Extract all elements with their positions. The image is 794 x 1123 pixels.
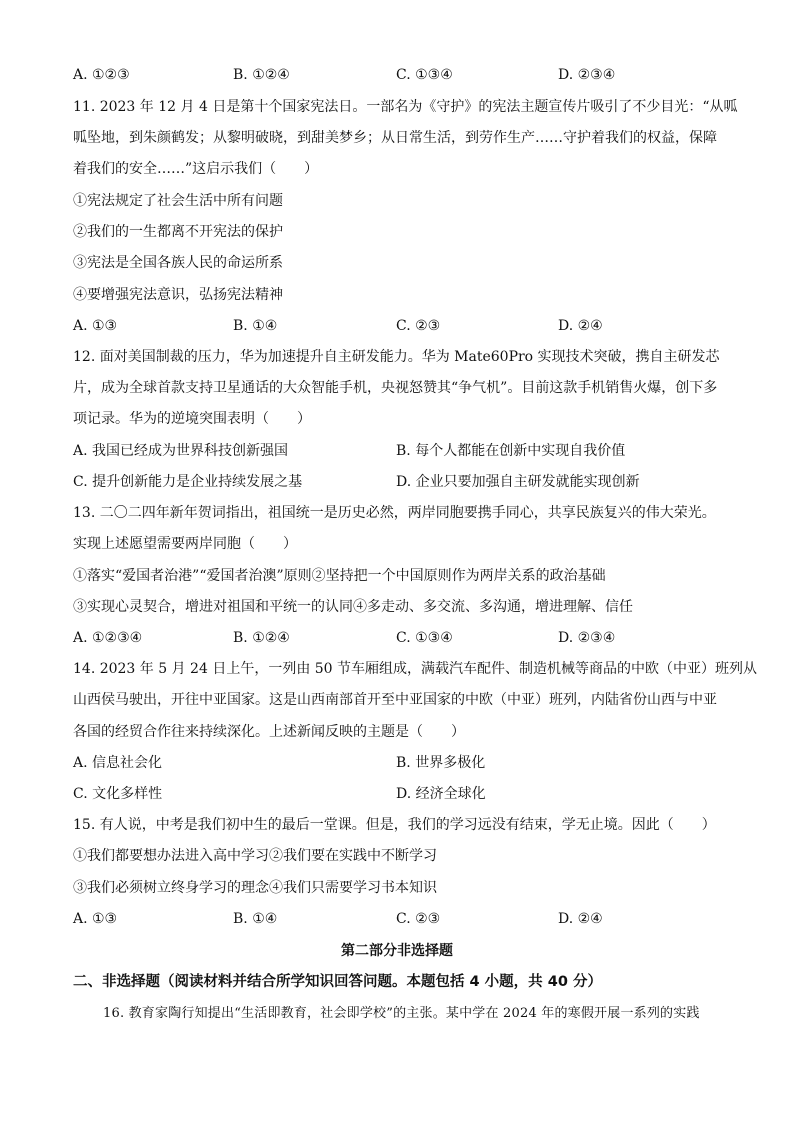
- q12-option-a[interactable]: A. 我国已经成为世界科技创新强国: [73, 443, 289, 459]
- q12-option-b[interactable]: B. 每个人都能在创新中实现自我价值: [396, 443, 626, 459]
- q10-options: [73, 65, 753, 85]
- q15-option-c[interactable]: C. ②③: [396, 911, 441, 927]
- q13-stem-line-2: 实现上述愿望需要两岸同胞（ ）: [73, 536, 297, 552]
- q11-option-c[interactable]: C. ②③: [396, 318, 441, 334]
- q15-stem-line-1: 15. 有人说，中考是我们初中生的最后一堂课。但是，我们的学习远没有结束，学无止境。因此（ ）: [73, 817, 716, 833]
- q15-options: [73, 909, 753, 929]
- q14-option-a[interactable]: A. 信息社会化: [73, 755, 163, 771]
- q15-item-row-1: ①我们都要想办法进入高中学习②我们要在实践中不断学习: [73, 848, 437, 864]
- q10-option-d[interactable]: D. ②③④: [558, 67, 616, 83]
- q14-option-b[interactable]: B. 世界多极化: [396, 755, 486, 771]
- q11-stem-line-1: 11. 2023 年 12 月 4 日是第十个国家宪法日。一部名为《守护》的宪法主题宣传片吸引了不少目光：“从呱: [73, 99, 738, 115]
- part-two-title: 第二部分非选择题: [341, 943, 453, 959]
- q14-stem-line-2: 山西侯马驶出，开往中亚国家。这是山西南部首开至中亚国家的中欧（中亚）班列，内陆省份山西与中亚: [73, 692, 717, 708]
- q14-stem-line-1: 14. 2023 年 5 月 24 日上午，一列由 50 节车厢组成，满载汽车配件、制造机械等商品的中欧（中亚）班列从: [73, 661, 758, 677]
- q13-stem-line-1: 13. 二〇二四年新年贺词指出，祖国统一是历史必然，两岸同胞要携手同心，共享民族复兴的伟大荣光。: [73, 505, 716, 521]
- q10-option-b[interactable]: B. ①②④: [233, 67, 290, 83]
- q10-option-c[interactable]: C. ①③④: [396, 67, 453, 83]
- q11-option-a[interactable]: A. ①③: [73, 318, 118, 334]
- q13-options: [73, 628, 753, 648]
- q13-item-row-1: ①落实“爱国者治港”“爱国者治澳”原则②坚持把一个中国原则作为两岸关系的政治基础: [73, 568, 606, 584]
- q16-stem-line-1: 16. 教育家陶行知提出“生活即教育，社会即学校”的主张。某中学在 2024 年的寒假开展一系列的实践: [103, 1006, 700, 1021]
- q15-option-a[interactable]: A. ①③: [73, 911, 118, 927]
- q11-item-1: ①宪法规定了社会生活中所有问题: [73, 193, 283, 209]
- q14-option-d[interactable]: D. 经济全球化: [396, 786, 486, 802]
- q12-option-d[interactable]: D. 企业只要加强自主研发就能实现创新: [396, 474, 640, 490]
- q12-options-row-2: [73, 472, 753, 492]
- q11-item-4: ④要增强宪法意识，弘扬宪法精神: [73, 287, 283, 303]
- q15-option-b[interactable]: B. ①④: [233, 911, 278, 927]
- q11-option-d[interactable]: D. ②④: [558, 318, 603, 334]
- q14-stem-line-3: 各国的经贸合作往来持续深化。上述新闻反映的主题是（ ）: [73, 724, 465, 740]
- q12-option-c[interactable]: C. 提升创新能力是企业持续发展之基: [73, 474, 303, 490]
- q15-option-d[interactable]: D. ②④: [558, 911, 603, 927]
- q12-stem-line-2: 片，成为全球首款支持卫星通话的大众智能手机，央视怒赞其“争气机”。目前这款手机销售火爆，创下多: [73, 380, 718, 396]
- q14-option-c[interactable]: C. 文化多样性: [73, 786, 163, 802]
- q11-option-b[interactable]: B. ①④: [233, 318, 278, 334]
- q14-options-row-2: [73, 784, 753, 804]
- q13-option-b[interactable]: B. ①②④: [233, 630, 290, 646]
- q11-item-3: ③宪法是全国各族人民的命运所系: [73, 255, 283, 271]
- q11-stem-line-3: 着我们的安全……”这启示我们（ ）: [73, 161, 319, 177]
- q13-option-c[interactable]: C. ①③④: [396, 630, 453, 646]
- q12-stem-line-3: 项记录。华为的逆境突围表明（ ）: [73, 411, 311, 427]
- q14-options-row-1: [73, 753, 753, 773]
- q11-options: [73, 316, 753, 336]
- q10-option-a[interactable]: A. ①②③: [73, 67, 130, 83]
- q11-stem-line-2: 呱坠地，到朱颜鹤发；从黎明破晓，到甜美梦乡；从日常生活，到劳作生产……守护着我们的权益，保障: [73, 130, 717, 146]
- q13-option-d[interactable]: D. ②③④: [558, 630, 616, 646]
- q13-option-a[interactable]: A. ①②③④: [73, 630, 143, 646]
- q13-item-row-2: ③实现心灵契合，增进对祖国和平统一的认同④多走动、多交流、多沟通，增进理解、信任: [73, 599, 633, 615]
- q12-options-row-1: [73, 441, 753, 461]
- q15-item-row-2: ③我们必须树立终身学习的理念④我们只需要学习书本知识: [73, 880, 437, 896]
- part-two-heading: 二、非选择题（阅读材料并结合所学知识回答问题。本题包括 4 小题，共 40 分）: [73, 974, 602, 990]
- q12-stem-line-1: 12. 面对美国制裁的压力，华为加速提升自主研发能力。华为 Mate60Pro 实现技术突破，携自主研发芯: [73, 349, 720, 365]
- q11-item-2: ②我们的一生都离不开宪法的保护: [73, 224, 283, 240]
